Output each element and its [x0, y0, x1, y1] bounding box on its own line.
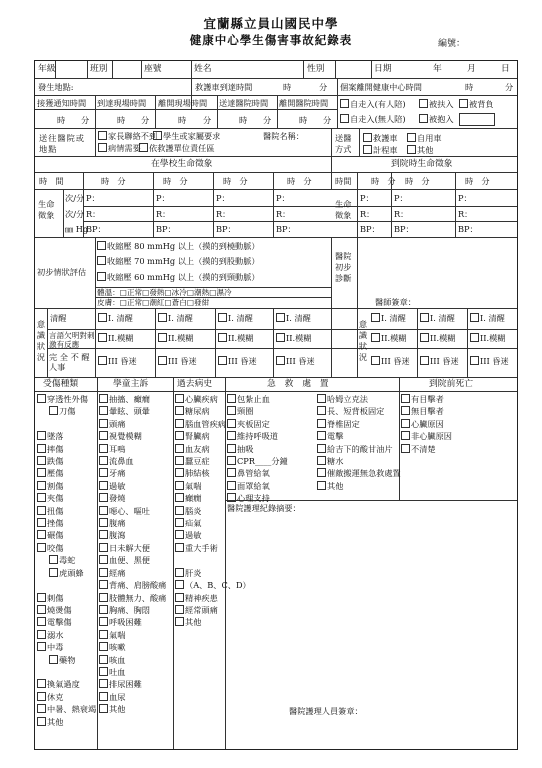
location-label: 發生地點:: [38, 82, 74, 92]
list-item[interactable]: 過敏: [175, 529, 251, 541]
name-label: 姓名: [194, 64, 212, 74]
first-aid-header: 急 救 處 置: [267, 379, 329, 389]
list-item[interactable]: 排尿困難: [99, 678, 166, 690]
list-item[interactable]: 跌傷: [37, 455, 96, 467]
list-item[interactable]: 肝炎: [175, 567, 251, 579]
list-item[interactable]: 摔傷: [37, 443, 96, 455]
arrived-scene-label: 到達現場時間: [97, 98, 147, 108]
level-ii-option[interactable]: II.模糊: [371, 333, 406, 343]
list-item[interactable]: 催敵搬運無急救處置: [317, 467, 401, 479]
bp-label: BP：: [86, 224, 106, 234]
bp-label: BP：: [156, 224, 176, 234]
time-unit: 時: [57, 115, 66, 125]
list-item[interactable]: 氣喘: [99, 629, 166, 641]
vital-signs-label: 生命徵象: [38, 199, 55, 220]
list-item[interactable]: 過敏: [99, 480, 166, 492]
list-item[interactable]: 胸痛、胸悶: [99, 604, 166, 616]
carried-in-label: 被抱入: [429, 114, 454, 124]
list-item[interactable]: 糖水: [317, 455, 401, 467]
list-item[interactable]: 經痛: [99, 567, 166, 579]
form-title: 健康中心學生傷害事故紀錄表: [189, 33, 353, 47]
list-item[interactable]: 有目擊者: [401, 393, 452, 405]
bp-unit: ㎜ Hg: [65, 224, 89, 234]
time-unit: 分: [263, 115, 272, 125]
list-item[interactable]: 血友病: [175, 443, 251, 455]
nurse-signature-label: 醫院護理人員簽章：: [289, 706, 363, 716]
list-item[interactable]: 日未解大便: [99, 542, 166, 554]
list-item[interactable]: 抽吸: [227, 443, 288, 455]
level-i-option[interactable]: I. 清醒: [371, 313, 406, 323]
left-center-minute: 分: [505, 82, 514, 92]
list-item[interactable]: 經常頭痛: [175, 604, 251, 616]
level-iii-option[interactable]: III 昏迷: [158, 356, 197, 366]
list-item[interactable]: 壓傷: [37, 467, 96, 479]
level-iii-option[interactable]: III 昏迷: [276, 356, 315, 366]
carried-label: 被背負: [469, 99, 494, 109]
list-item[interactable]: 心理支持: [227, 492, 288, 504]
pulse-unit: 次/分: [65, 193, 85, 203]
list-item[interactable]: 虎頭蜂: [37, 567, 96, 579]
list-item[interactable]: 疝氣: [175, 517, 251, 529]
list-item[interactable]: 呼吸困難: [99, 616, 166, 628]
hour-minute: 時 分: [223, 176, 248, 186]
list-item[interactable]: 刀傷: [37, 405, 96, 417]
list-item[interactable]: 心臟疾病: [175, 393, 251, 405]
first-aid-list-b: [317, 393, 401, 492]
hour-minute: 時 分: [465, 176, 490, 186]
grade-label: 年級: [38, 64, 56, 74]
list-item[interactable]: 碾傷: [37, 529, 96, 541]
transport-option[interactable]: 自用車: [407, 133, 442, 143]
vitals-time-label-right: 時間: [335, 176, 352, 186]
carried-in-checkbox[interactable]: [419, 114, 454, 124]
list-item[interactable]: 咳嗽: [99, 641, 166, 653]
p-label: P：: [216, 193, 230, 203]
list-item[interactable]: 其他: [317, 480, 401, 492]
injury-type-header: 受傷種類: [43, 379, 79, 389]
level-iii-option[interactable]: III 昏迷: [420, 356, 459, 366]
bp-label: BP：: [458, 224, 478, 234]
bp-label: BP：: [394, 224, 414, 234]
bp-label: BP：: [216, 224, 236, 234]
r-label: R：: [360, 209, 375, 219]
list-item[interactable]: 其他: [175, 616, 251, 628]
list-item[interactable]: 穿透性外傷: [37, 393, 96, 405]
list-item[interactable]: 耳鳴: [99, 443, 166, 455]
list-item[interactable]: 非心臟原因: [401, 430, 452, 442]
list-item[interactable]: 癲癇: [175, 492, 251, 504]
list-item: [37, 418, 96, 430]
list-item[interactable]: 抽搐、癲癇: [99, 393, 166, 405]
p-label: P：: [394, 193, 408, 203]
serial-label: 編號：: [438, 39, 466, 49]
time-unit: 分: [203, 115, 212, 125]
hour-minute: 時 分: [101, 176, 126, 186]
list-item[interactable]: 無目擊者: [401, 405, 452, 417]
walk-alone-label: 自走入(無人陪): [350, 114, 406, 124]
level-ii-option[interactable]: II.模糊: [420, 333, 455, 343]
injury-type-list: [37, 393, 96, 728]
day-label: 日: [501, 64, 510, 74]
class-label: 班別: [90, 64, 108, 74]
list-item[interactable]: 中毒: [37, 641, 96, 653]
r-label: R：: [216, 209, 231, 219]
walk-with-label: 自走入(有人陪): [350, 99, 406, 109]
complaint-list: [99, 393, 166, 716]
past-history-header: 過去病史: [177, 379, 213, 389]
hospital-name-label: 醫院名稱：: [263, 131, 304, 141]
p-label: P：: [458, 193, 472, 203]
bp-label: BP：: [360, 224, 380, 234]
list-item[interactable]: 肢體無力、酸痛: [99, 592, 166, 604]
carried-checkbox[interactable]: [459, 99, 494, 109]
list-item[interactable]: 噁心、嘔吐: [99, 505, 166, 517]
hospital-notes-label: 醫院護理紀錄摘要：: [227, 503, 301, 513]
level-i-option[interactable]: I. 清醒: [218, 313, 253, 323]
gender-label: 性別: [307, 64, 325, 74]
vitals-hospital-title: 到院時生命徵象: [391, 159, 453, 169]
hour-minute: 時 分: [371, 176, 396, 186]
list-item[interactable]: 吐血: [99, 666, 166, 678]
doa-list: [401, 393, 452, 455]
list-item[interactable]: 面罩給氧: [227, 480, 288, 492]
level-iii-option[interactable]: III 昏迷: [218, 356, 257, 366]
list-item[interactable]: 給吉下的酸甘油片: [317, 443, 401, 455]
level-ii-option[interactable]: II.模糊: [98, 333, 133, 343]
list-item[interactable]: 挫傷: [37, 517, 96, 529]
initial-assessment-label: 初步情狀評估: [37, 267, 87, 277]
hour-minute: 時 分: [163, 176, 188, 186]
list-item[interactable]: 哈姆立克法: [317, 393, 401, 405]
level-ii-option[interactable]: II.模糊: [218, 333, 253, 343]
list-item[interactable]: 電擊傷: [37, 616, 96, 628]
list-item[interactable]: 頭痛: [99, 418, 166, 430]
left-scene-label: 離開現場時間: [158, 98, 208, 108]
list-item[interactable]: 重大手術: [175, 542, 251, 554]
first-aid-list-a: [227, 393, 288, 505]
list-item[interactable]: 中暑、熱衰竭: [37, 703, 96, 715]
list-item[interactable]: 藥物: [37, 654, 96, 666]
time-unit: 時: [299, 115, 308, 125]
left-hospital-label: 離開醫院時間: [279, 98, 329, 108]
r-label: R：: [276, 209, 291, 219]
to-hospital-label: 送達醫院時間: [219, 98, 269, 108]
level-i-option[interactable]: I. 清醒: [276, 313, 311, 323]
list-item[interactable]: 咬傷: [37, 542, 96, 554]
r-label: R：: [458, 209, 473, 219]
list-item[interactable]: 腦炎: [175, 505, 251, 517]
level-i-option[interactable]: I. 清醒: [98, 313, 133, 323]
date-label: 日期: [374, 64, 392, 74]
list-item[interactable]: 溺水: [37, 629, 96, 641]
ambulance-arrival-label: 救護車到達時間: [195, 82, 253, 92]
reason-option[interactable]: 病情需要: [98, 143, 141, 153]
time-unit: 分: [323, 115, 332, 125]
list-item[interactable]: 毒蛇: [37, 554, 96, 566]
hospital-diagnosis-label: 醫院初步診斷: [335, 251, 352, 283]
list-item[interactable]: （A、B、C、D）: [175, 579, 251, 591]
skin-options[interactable]: 皮膚：□正常□潮紅□蒼白□發紺: [97, 298, 210, 307]
p-label: P：: [276, 193, 290, 203]
month-label: 月: [467, 64, 476, 74]
list-item[interactable]: CPR____分鐘: [227, 455, 288, 467]
blank-checkbox[interactable]: [459, 113, 495, 126]
chief-complaint-header: 學童主訴: [113, 379, 149, 389]
list-item[interactable]: 流鼻血: [99, 455, 166, 467]
list-item[interactable]: 發燒: [99, 492, 166, 504]
list-item[interactable]: 咳血: [99, 654, 166, 666]
list-item: [175, 554, 251, 566]
r-label: R：: [156, 209, 171, 219]
time-unit: 時: [117, 115, 126, 125]
list-item[interactable]: 刺傷: [37, 592, 96, 604]
walk-alone-checkbox[interactable]: [340, 114, 406, 124]
bp-80-option[interactable]: 收縮壓 80 mmHg 以上（摸的到橈動脈）: [97, 241, 260, 251]
lethargy-label: 言語欠明對刺激有反應: [49, 331, 95, 349]
transport-option[interactable]: 救護車: [363, 133, 398, 143]
time-unit: 時: [178, 115, 187, 125]
list-item[interactable]: 腎臟病: [175, 430, 251, 442]
resp-unit: 次/分: [65, 209, 85, 219]
list-item[interactable]: 電擊: [317, 430, 401, 442]
bp-70-option[interactable]: 收縮壓 70 mmHg 以上（摸的到股動脈）: [97, 256, 260, 266]
vitals-school-title: 在學校生命徵象: [151, 159, 213, 169]
list-item: [37, 666, 96, 678]
list-item[interactable]: 其他: [99, 703, 166, 715]
school-name: 宜蘭縣立員山國民中學: [203, 16, 339, 31]
level-ii-option[interactable]: II.模糊: [276, 333, 311, 343]
list-item[interactable]: 精神疾患: [175, 592, 251, 604]
level-ii-option[interactable]: II.模糊: [470, 333, 505, 343]
body-temp-options[interactable]: 體溫：□正常□發熱□冰冷□潮熱□濕冷: [97, 288, 232, 297]
list-item[interactable]: 血尿: [99, 691, 166, 703]
reason-option[interactable]: 家長聯絡不到: [98, 131, 157, 141]
transport-label: 送醫方式: [335, 133, 352, 154]
level-i-option[interactable]: I. 清醒: [420, 313, 455, 323]
list-item[interactable]: 換氣過度: [37, 678, 96, 690]
reason-option[interactable]: 學生或家屬要求: [153, 131, 220, 141]
list-item[interactable]: 背痛、肩膀酸痛: [99, 579, 166, 591]
hour-minute: 時 分: [405, 176, 430, 186]
list-item[interactable]: 休克: [37, 691, 96, 703]
vital-signs-label-right: 生命徵象: [335, 199, 352, 220]
r-label: R：: [394, 209, 409, 219]
list-item[interactable]: 氣喘: [175, 480, 251, 492]
bp-60-option[interactable]: 收縮壓 60 mmHg 以上（摸的到頸動脈）: [97, 272, 260, 282]
p-label: P：: [86, 193, 100, 203]
form-frame: [34, 60, 518, 750]
reason-option[interactable]: 依救護單位責任區: [139, 143, 215, 153]
time-unit: 分: [141, 115, 150, 125]
list-item[interactable]: 視覺模糊: [99, 430, 166, 442]
list-item[interactable]: 糖尿病: [175, 405, 251, 417]
list-item[interactable]: 心臟原因: [401, 418, 452, 430]
list-item[interactable]: 鼻管給氧: [227, 467, 288, 479]
transport-option[interactable]: 其他: [407, 145, 433, 155]
list-item[interactable]: 燒燙傷: [37, 604, 96, 616]
notified-time-label: 接獲通知時間: [37, 98, 87, 108]
vitals-time-label: 時 間: [39, 176, 64, 186]
list-item[interactable]: 腹痛: [99, 517, 166, 529]
level-i-option[interactable]: I. 清醒: [470, 313, 505, 323]
helped-in-label: 被扶入: [429, 99, 454, 109]
list-item[interactable]: 頸圈: [227, 405, 288, 417]
list-item[interactable]: 墜落: [37, 430, 96, 442]
list-item[interactable]: 維持呼吸道: [227, 430, 288, 442]
list-item[interactable]: 夾板固定: [227, 418, 288, 430]
p-label: P：: [360, 193, 374, 203]
seat-label: 座號: [144, 64, 162, 74]
bp-label: BP：: [276, 224, 296, 234]
ambulance-minute: 分: [319, 82, 328, 92]
list-item[interactable]: 其他: [37, 716, 96, 728]
r-label: R：: [86, 209, 101, 219]
list-item[interactable]: 長、短背板固定: [317, 405, 401, 417]
helped-in-checkbox[interactable]: [419, 99, 454, 109]
transport-option[interactable]: 計程車: [363, 145, 398, 155]
send-reason-label: 送往醫院或地點: [39, 133, 85, 154]
list-item[interactable]: 脊椎固定: [317, 418, 401, 430]
hour-minute: 時 分: [287, 176, 312, 186]
level-iii-option[interactable]: III 昏迷: [470, 356, 509, 366]
time-unit: 時: [239, 115, 248, 125]
list-item[interactable]: 肺結核: [175, 467, 251, 479]
coma-label: 完 全 不 醒人事: [49, 352, 90, 372]
left-center-hour: 時: [465, 82, 474, 92]
list-item[interactable]: 包紮止血: [227, 393, 288, 405]
list-item: [37, 579, 96, 591]
level-iii-option[interactable]: III 昏迷: [98, 356, 137, 366]
list-item[interactable]: 不清楚: [401, 443, 452, 455]
list-item[interactable]: 腹瀉: [99, 529, 166, 541]
list-item[interactable]: 割傷: [37, 480, 96, 492]
list-item[interactable]: 暈眩、頭暈: [99, 405, 166, 417]
list-item[interactable]: 夾傷: [37, 492, 96, 504]
list-item[interactable]: 牙痛: [99, 467, 166, 479]
walk-with-checkbox[interactable]: [340, 99, 406, 109]
list-item[interactable]: 腦血管疾病: [175, 418, 251, 430]
level-ii-option[interactable]: II.模糊: [158, 333, 193, 343]
list-item[interactable]: 扭傷: [37, 505, 96, 517]
consciousness-label: 意識狀況: [36, 319, 46, 362]
clear-label: 清醒: [50, 313, 67, 323]
year-label: 年: [433, 64, 442, 74]
list-item[interactable]: 蠶豆症: [175, 455, 251, 467]
level-i-option[interactable]: I. 清醒: [158, 313, 193, 323]
time-unit: 分: [81, 115, 90, 125]
level-iii-option[interactable]: III 昏迷: [371, 356, 410, 366]
list-item[interactable]: 血便、黑便: [99, 554, 166, 566]
left-center-label: 個案離開健康中心時間: [340, 82, 422, 92]
doctor-signature-label: 醫師簽章：: [375, 297, 416, 307]
consciousness-label-right: 意識狀況: [358, 319, 368, 362]
p-label: P：: [156, 193, 170, 203]
ambulance-hour: 時: [283, 82, 292, 92]
doa-header: 到院前死亡: [429, 379, 473, 389]
